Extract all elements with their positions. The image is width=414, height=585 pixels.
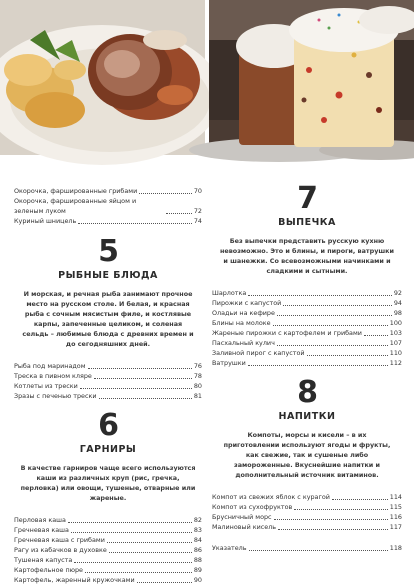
toc-item-title: Рагу из кабачков в духовке xyxy=(14,546,107,554)
toc-leader-dots xyxy=(274,519,388,520)
toc-leader-dots xyxy=(78,223,192,224)
chapter-6-header xyxy=(14,408,202,503)
chapter-number: 5 xyxy=(98,234,118,269)
toc-item-title: Брусничный морс xyxy=(212,513,272,521)
toc-item-title: Картофельное пюре xyxy=(14,566,83,574)
toc-leader-dots xyxy=(166,213,192,214)
chapter-title: ВЫПЕЧКА xyxy=(278,217,336,228)
toc-item-title: Гречневая каша с грибами xyxy=(14,536,105,544)
toc-item[interactable] xyxy=(14,371,202,381)
left-top-list xyxy=(14,186,202,226)
toc-leader-dots xyxy=(74,562,192,563)
toc-item[interactable] xyxy=(14,196,202,216)
toc-item[interactable] xyxy=(14,515,202,525)
toc-leader-dots xyxy=(107,542,192,543)
toc-item[interactable] xyxy=(14,535,202,545)
toc-item-title: Куриный шницель xyxy=(14,217,77,225)
toc-item[interactable] xyxy=(212,492,402,502)
toc-leader-dots xyxy=(85,572,192,573)
toc-item[interactable] xyxy=(14,186,202,196)
toc-item-title: Пирожки с капустой xyxy=(212,299,282,307)
chapter-title: РЫБНЫЕ БЛЮДА xyxy=(58,270,158,281)
chapter-number: 7 xyxy=(297,181,317,216)
toc-item-title: Блины на молоке xyxy=(212,319,271,327)
toc-item-title: Пасхальный кулич xyxy=(212,339,275,347)
toc-item[interactable] xyxy=(14,525,202,535)
toc-item-page: 83 xyxy=(193,526,202,534)
toc-item-title: Гречневая каша xyxy=(14,526,69,534)
toc-item-page: 84 xyxy=(193,536,202,544)
toc-item-page: 94 xyxy=(393,299,402,307)
toc-item-page: 70 xyxy=(193,187,202,195)
chapter-title: НАПИТКИ xyxy=(278,411,336,422)
toc-leader-dots xyxy=(332,499,388,500)
toc-item-page: 117 xyxy=(389,523,402,531)
toc-item-title: Компот из свежих яблок с курагой xyxy=(212,493,330,501)
toc-item-page: 81 xyxy=(193,392,202,400)
toc-item-title: Котлеты из трески xyxy=(14,382,78,390)
toc-item[interactable] xyxy=(212,288,402,298)
toc-item-page: 80 xyxy=(193,382,202,390)
toc-item-page: 103 xyxy=(389,329,402,337)
toc-item[interactable] xyxy=(14,545,202,555)
toc-leader-dots xyxy=(99,398,192,399)
toc-item-page: 118 xyxy=(389,544,402,552)
index-list xyxy=(212,543,402,553)
toc-item-page: 112 xyxy=(389,359,402,367)
meat-dish-photo xyxy=(0,0,205,155)
toc-item[interactable] xyxy=(212,338,402,348)
toc-leader-dots xyxy=(294,509,388,510)
toc-item-title: Тушеная капуста xyxy=(14,556,73,564)
chapter-8-list xyxy=(212,492,402,532)
chapter-description: В качестве гарниров чаще всего используются каши из различных круп (рис, гречка, перловка) или овощи, тушеные, отварные или жареные. xyxy=(20,464,196,502)
toc-item[interactable] xyxy=(212,318,402,328)
toc-item-page: 116 xyxy=(389,513,402,521)
toc-item[interactable] xyxy=(212,512,402,522)
toc-item-title: Картофель, жаренный кружочками xyxy=(14,576,135,584)
chapter-5-list xyxy=(14,361,202,401)
toc-item-page: 78 xyxy=(193,372,202,380)
chapter-number: 6 xyxy=(98,408,118,443)
toc-item[interactable] xyxy=(14,555,202,565)
toc-item[interactable] xyxy=(14,391,202,401)
chapter-7-header xyxy=(212,181,402,276)
toc-item-page: 98 xyxy=(393,309,402,317)
toc-item-page: 114 xyxy=(389,493,402,501)
toc-item-page: 86 xyxy=(193,546,202,554)
toc-item-title: Ватрушки xyxy=(212,359,246,367)
toc-item-page: 107 xyxy=(389,339,402,347)
chapter-title: ГАРНИРЫ xyxy=(79,444,137,455)
toc-item-page: 82 xyxy=(193,516,202,524)
toc-item-page: 100 xyxy=(389,319,402,327)
toc-leader-dots xyxy=(137,582,192,583)
toc-item-title: Оладьи на кефире xyxy=(212,309,275,317)
toc-leader-dots xyxy=(109,552,192,553)
toc-leader-dots xyxy=(71,532,192,533)
toc-item-page: 72 xyxy=(193,207,202,215)
toc-leader-dots xyxy=(277,345,388,346)
toc-leader-dots xyxy=(364,335,388,336)
chapter-8-header xyxy=(212,375,402,480)
toc-item[interactable] xyxy=(14,381,202,391)
toc-item[interactable] xyxy=(14,575,202,585)
toc-item[interactable] xyxy=(14,216,202,226)
toc-item-page: 88 xyxy=(193,556,202,564)
toc-leader-dots xyxy=(94,378,192,379)
toc-item-page: 115 xyxy=(389,503,402,511)
chapter-5-header xyxy=(14,234,202,349)
toc-item[interactable] xyxy=(212,298,402,308)
toc-item-page: 89 xyxy=(193,566,202,574)
toc-item-title: Перловая каша xyxy=(14,516,66,524)
toc-item-title: Жареные пирожки с картофелем и грибами xyxy=(212,329,362,337)
chapter-6-list xyxy=(14,515,202,585)
toc-item-title: Шарлотка xyxy=(212,289,247,297)
toc-item-page: 92 xyxy=(393,289,402,297)
toc-leader-dots xyxy=(88,368,192,369)
toc-item-page: 74 xyxy=(193,217,202,225)
toc-leader-dots xyxy=(80,388,192,389)
toc-leader-dots xyxy=(248,295,392,296)
toc-item-title: Рыба под маринадом xyxy=(14,362,86,370)
chapter-7-list xyxy=(212,288,402,368)
toc-item[interactable] xyxy=(212,358,402,368)
easter-cake-photo xyxy=(209,0,414,155)
toc-item[interactable] xyxy=(212,308,402,318)
toc-leader-dots xyxy=(283,305,392,306)
toc-item-title: Малиновый кисель xyxy=(212,523,277,531)
toc-item[interactable] xyxy=(212,522,402,532)
chapter-description: Компоты, морсы и кисели – в их приготовлении используют ягоды и фрукты, как свежие, так и сушеные либо замороженные. Вкуснейшие напитки и дополнительный источник витаминов. xyxy=(223,431,391,479)
toc-leader-dots xyxy=(277,315,392,316)
toc-item-page: 76 xyxy=(193,362,202,370)
easter-cake-icon xyxy=(209,0,414,155)
toc-leader-dots xyxy=(248,365,388,366)
toc-leader-dots xyxy=(249,550,388,551)
toc-leader-dots xyxy=(307,355,388,356)
toc-item[interactable] xyxy=(212,348,402,358)
toc-item-index[interactable] xyxy=(212,543,402,553)
meat-dish-icon xyxy=(0,0,205,155)
toc-item[interactable] xyxy=(14,565,202,575)
toc-leader-dots xyxy=(139,193,192,194)
toc-item-title: Зразы с печенью трески xyxy=(14,392,97,400)
toc-item-title: Окорочка, фаршированные грибами xyxy=(14,187,138,195)
toc-leader-dots xyxy=(273,325,388,326)
toc-item[interactable] xyxy=(212,502,402,512)
left-column xyxy=(14,186,202,584)
toc-item-page: 110 xyxy=(389,349,402,357)
toc-item[interactable] xyxy=(14,361,202,371)
chapter-number: 8 xyxy=(297,375,317,410)
toc-item-title: Заливной пирог с капустой xyxy=(212,349,305,357)
toc-item-title: Окорочка, фаршированные яйцом и зеленым луком xyxy=(14,197,137,215)
toc-item[interactable] xyxy=(212,328,402,338)
toc-leader-dots xyxy=(278,529,388,530)
right-column xyxy=(212,181,402,572)
chapter-description: Без выпечки представить русскую кухню невозможно. Это и блины, и пироги, ватрушки и шанежки. Со всевозможными начинками и сладкими и сытными. xyxy=(220,237,394,275)
toc-item-title: Компот из сухофруктов xyxy=(212,503,293,511)
chapter-description: И морская, и речная рыба занимают прочное место на русском столе. И белая, и красная рыба с сочным мясистым филе, и костлявые карпы, запеченные целиком, и соленая сельдь – любимые блюда с древних времен и до сегодняшних дней. xyxy=(22,290,194,348)
toc-item-page: 90 xyxy=(193,576,202,584)
toc-item-title: Треска в пивном кляре xyxy=(14,372,92,380)
toc-leader-dots xyxy=(68,522,192,523)
toc-item-title: Указатель xyxy=(212,544,247,552)
